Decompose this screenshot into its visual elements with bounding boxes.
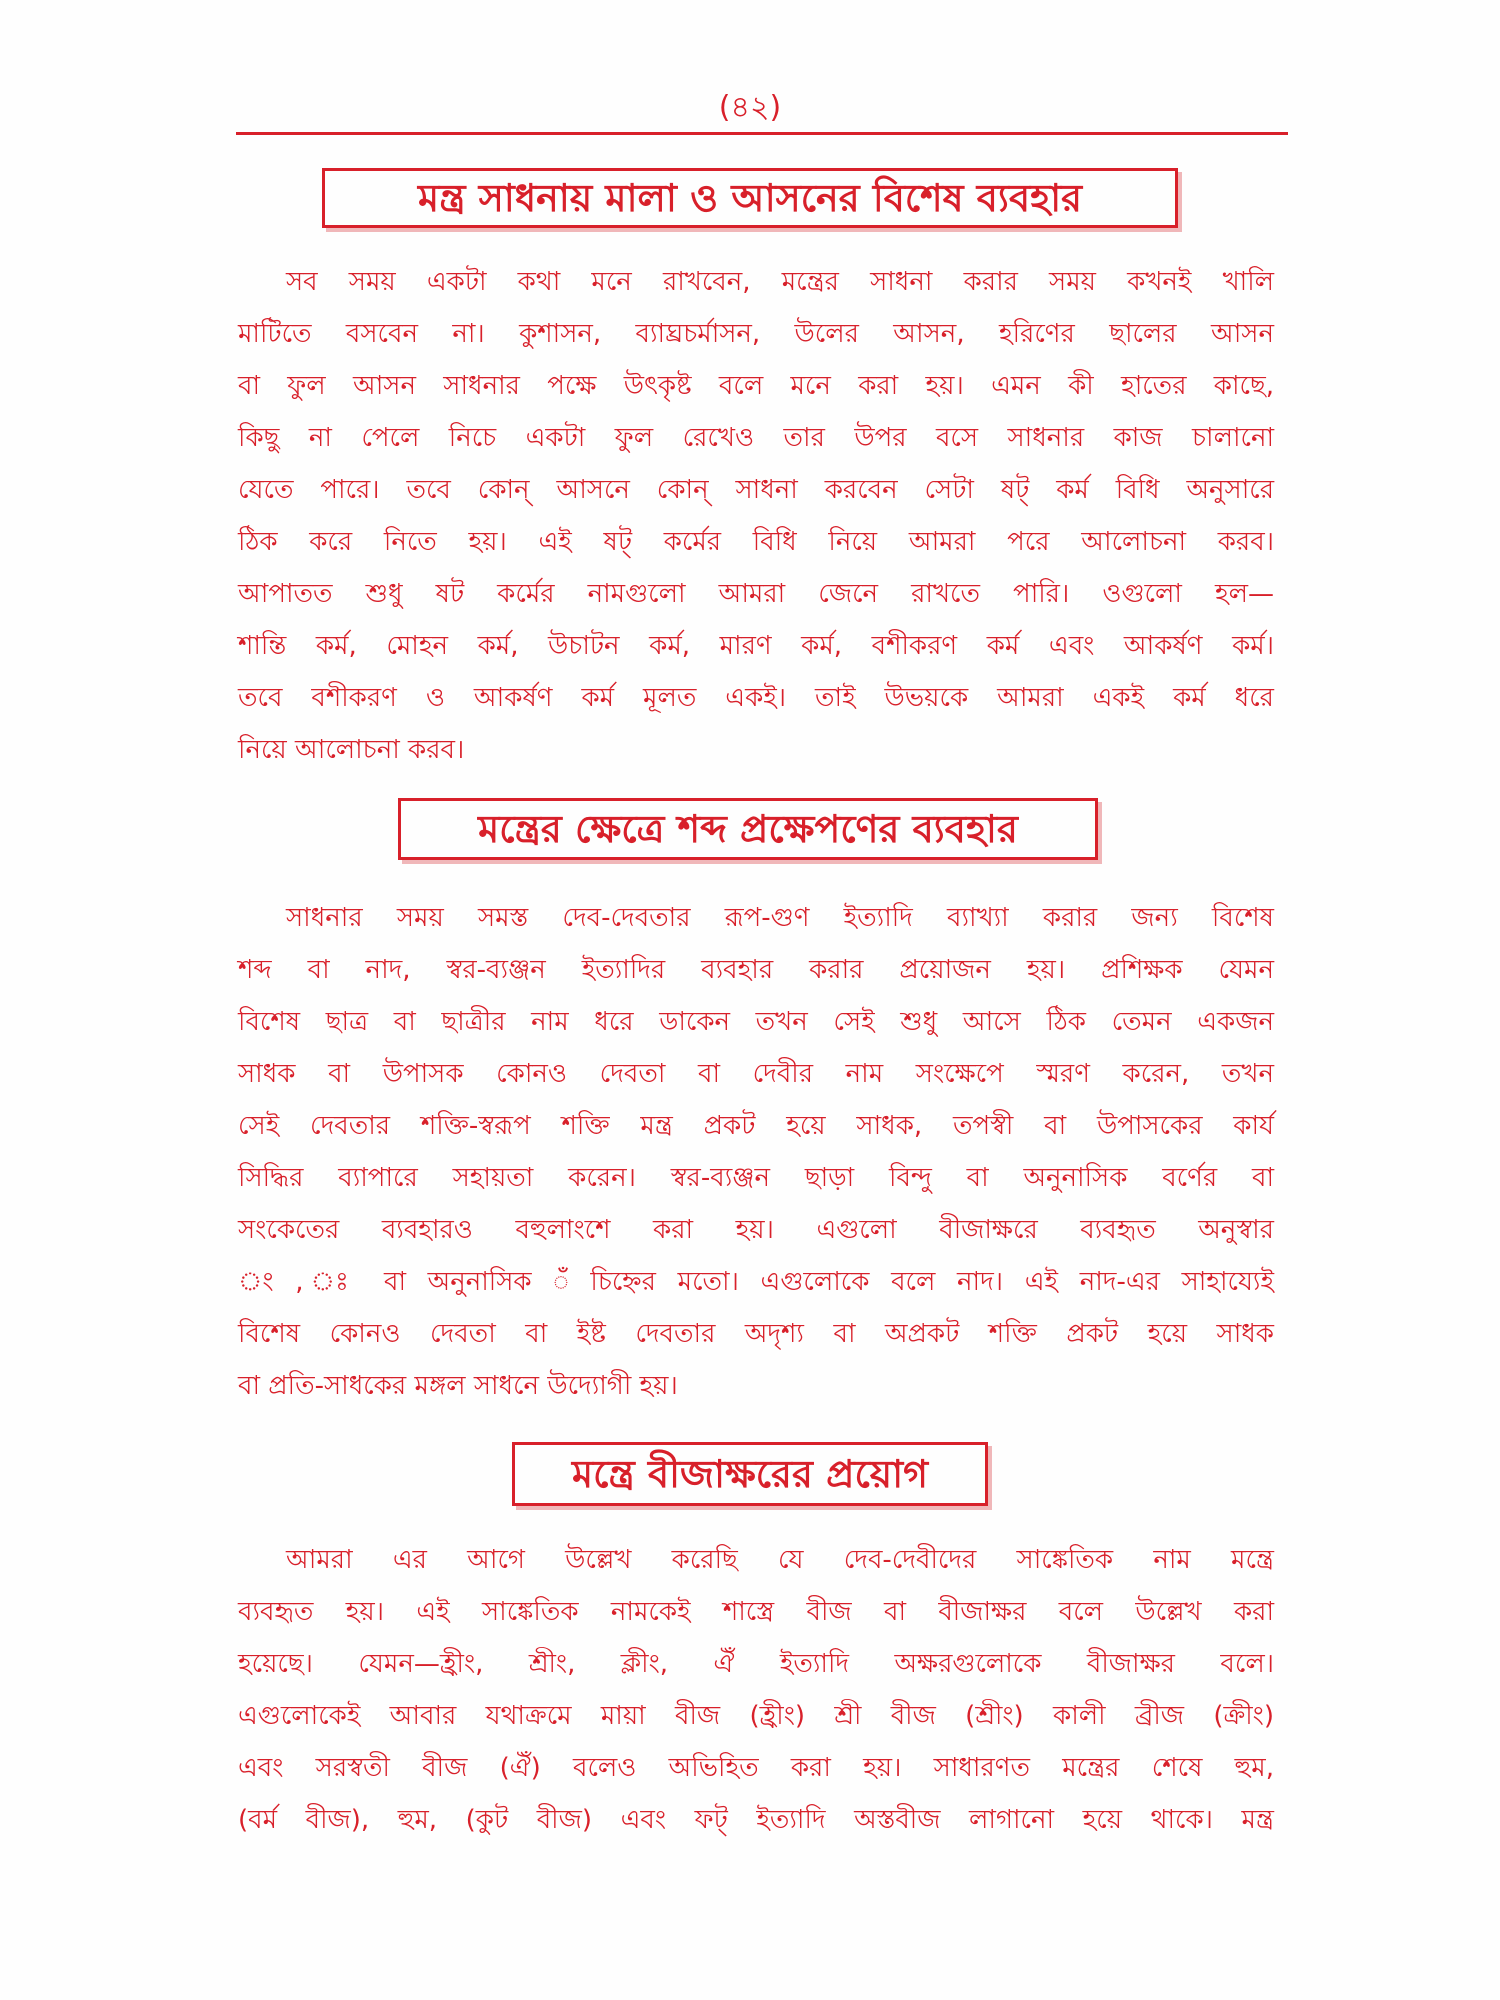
paragraph-line: শান্তি কর্ম, মোহন কর্ম, উচাটন কর্ম, মারণ কর্ম, বশীকরণ কর্ম এবং আকর্ষণ কর্ম।: [238, 631, 1274, 661]
paragraph-line: ব্যবহৃত হয়। এই সাঙ্কেতিক নামকেই শাস্ত্রে বীজ বা বীজাক্ষর বলে উল্লেখ করা: [238, 1597, 1274, 1627]
section-paragraph: [238, 892, 1274, 1412]
paragraph-line: যেতে পারে। তবে কোন্ আসনে কোন্ সাধনা করবেন সেটা ষট্ কর্ম বিধি অনুসারে: [238, 475, 1274, 505]
paragraph-line: বা ফুল আসন সাধনার পক্ষে উৎকৃষ্ট বলে মনে করা হয়। এমন কী হাতের কাছে,: [238, 371, 1274, 401]
section-heading: মন্ত্র সাধনায় মালা ও আসনের বিশেষ ব্যবহার: [322, 168, 1178, 228]
paragraph-line: মাটিতে বসবেন না। কুশাসন, ব্যাঘ্রচর্মাসন, উলের আসন, হরিণের ছালের আসন: [238, 319, 1274, 349]
paragraph-line: সংকেতের ব্যবহারও বহুলাংশে করা হয়। এগুলো বীজাক্ষরে ব্যবহৃত অনুস্বার: [238, 1215, 1274, 1245]
section-paragraph: [238, 1534, 1274, 1846]
paragraph-line: সিদ্ধির ব্যাপারে সহায়তা করেন। স্বর-ব্যঞ্জন ছাড়া বিন্দু বা অনুনাসিক বর্ণের বা: [238, 1163, 1274, 1193]
paragraph-line: আপাতত শুধু ষট কর্মের নামগুলো আমরা জেনে রাখতে পারি। ওগুলো হল—: [238, 579, 1274, 609]
section-paragraph: [238, 256, 1274, 776]
paragraph-line: সব সময় একটা কথা মনে রাখবেন, মন্ত্রের সাধনা করার সময় কখনই খালি: [286, 267, 1274, 297]
page-number: (৪২): [718, 90, 782, 125]
header-divider: [236, 132, 1288, 135]
paragraph-line: (বর্ম বীজ), হুম, (কুট বীজ) এবং ফট্ ইত্যাদি অস্তবীজ লাগানো হয়ে থাকে। মন্ত্র: [238, 1805, 1274, 1835]
paragraph-line: এবং সরস্বতী বীজ (ঐঁ) বলেও অভিহিত করা হয়। সাধারণত মন্ত্রের শেষে হুম,: [238, 1753, 1274, 1783]
paragraph-line: নিয়ে আলোচনা করব।: [238, 735, 465, 765]
paragraph-line: ং , ঃ বা অনুনাসিক ँ চিহ্নের মতো। এগুলোকে বলে নাদ। এই নাদ-এর সাহায্যেই: [238, 1267, 1274, 1297]
paragraph-line: কিছু না পেলে নিচে একটা ফুল রেখেও তার উপর বসে সাধনার কাজ চালানো: [238, 423, 1274, 453]
paragraph-line: বা প্রতি-সাধকের মঙ্গল সাধনে উদ্যোগী হয়।: [238, 1371, 678, 1401]
section-heading: মন্ত্রে বীজাক্ষরের প্রয়োগ: [512, 1442, 988, 1506]
paragraph-line: সাধনার সময় সমস্ত দেব-দেবতার রূপ-গুণ ইত্যাদি ব্যাখ্যা করার জন্য বিশেষ: [286, 903, 1274, 933]
paragraph-line: হয়েছে। যেমন—হ্রীং, শ্রীং, ক্লীং, ঐঁ ইত্যাদি অক্ষরগুলোকে বীজাক্ষর বলে।: [238, 1649, 1274, 1679]
section-heading: মন্ত্রের ক্ষেত্রে শব্দ প্রক্ষেপণের ব্যবহার: [398, 798, 1098, 860]
paragraph-line: তবে বশীকরণ ও আকর্ষণ কর্ম মূলত একই। তাই উভয়কে আমরা একই কর্ম ধরে: [238, 683, 1274, 713]
paragraph-line: বিশেষ ছাত্র বা ছাত্রীর নাম ধরে ডাকেন তখন সেই শুধু আসে ঠিক তেমন একজন: [238, 1007, 1274, 1037]
paragraph-line: ঠিক করে নিতে হয়। এই ষট্ কর্মের বিধি নিয়ে আমরা পরে আলোচনা করব।: [238, 527, 1274, 557]
paragraph-line: এগুলোকেই আবার যথাক্রমে মায়া বীজ (হ্রীং) শ্রী বীজ (শ্রীং) কালী ব্রীজ (ক্রীং): [238, 1701, 1274, 1731]
paragraph-line: শব্দ বা নাদ, স্বর-ব্যঞ্জন ইত্যাদির ব্যবহার করার প্রয়োজন হয়। প্রশিক্ষক যেমন: [238, 955, 1274, 985]
paragraph-line: বিশেষ কোনও দেবতা বা ইষ্ট দেবতার অদৃশ্য বা অপ্রকট শক্তি প্রকট হয়ে সাধক: [238, 1319, 1274, 1349]
paragraph-line: আমরা এর আগে উল্লেখ করেছি যে দেব-দেবীদের সাঙ্কেতিক নাম মন্ত্রে: [286, 1545, 1274, 1575]
paragraph-line: সাধক বা উপাসক কোনও দেবতা বা দেবীর নাম সংক্ষেপে স্মরণ করেন, তখন: [238, 1059, 1274, 1089]
paragraph-line: সেই দেবতার শক্তি-স্বরূপ শক্তি মন্ত্র প্রকট হয়ে সাধক, তপস্বী বা উপাসকের কার্য: [238, 1111, 1274, 1141]
